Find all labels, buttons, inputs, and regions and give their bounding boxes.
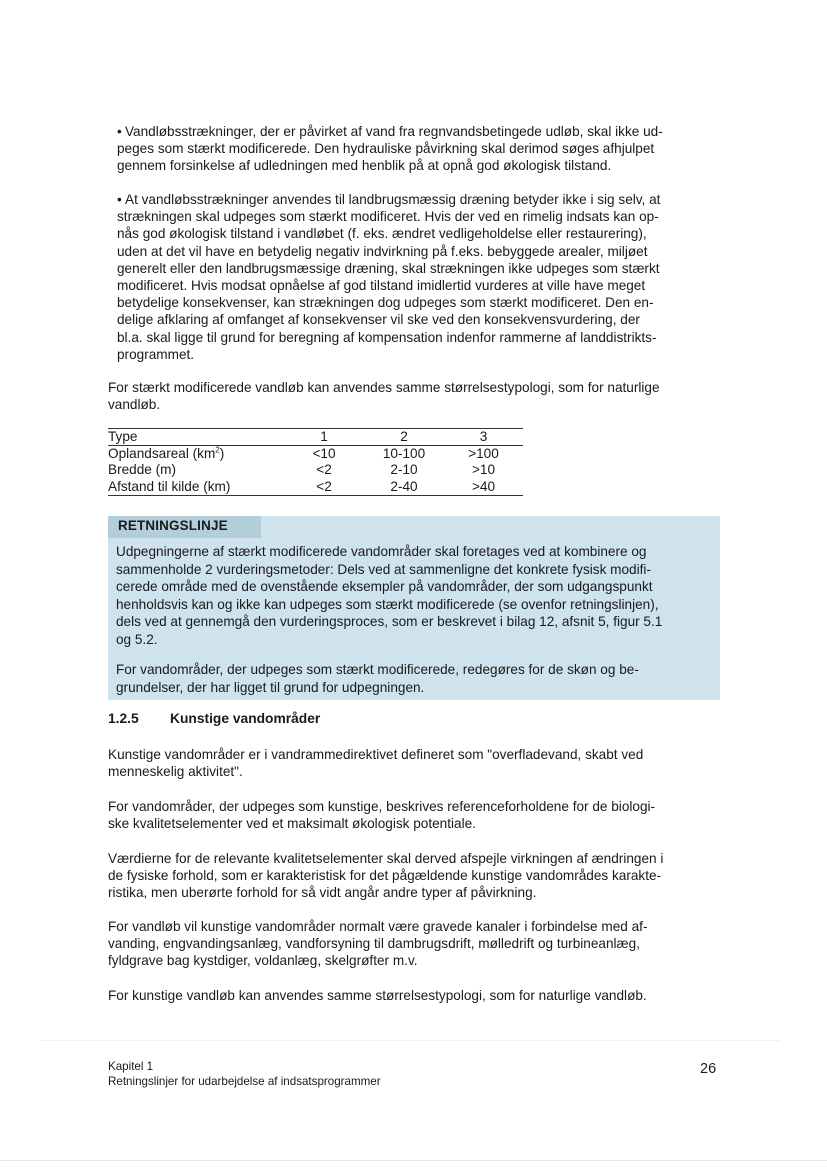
table-row [108,479,523,496]
table-cell: 2-40 [364,479,444,496]
guideline-box [108,516,720,700]
body-paragraph-1: Kunstige vandområder er i vandrammedirektivet defineret som "overfladevand, skabt ved menneskelig aktivitet". [108,747,644,780]
bullet-line: programmet. [117,346,195,362]
section-heading [108,711,320,726]
bullet-line: delige afklaring af omfanget af konsekvenser vil ske ved den konsekvensvurdering, der [117,312,640,328]
guideline-header [108,516,261,538]
section-title: Kunstige vandområder [170,711,321,726]
table-row [108,446,523,463]
bullet-line: modificeret. Hvis modsat opnåelse af god tilstand imidlertid vurderes at ville have meget [117,278,646,294]
table-row [108,462,523,478]
guideline-paragraph-2: For vandområder, der udpeges som stærkt modificerede, redegøres for de skøn og be- grundelser, der har ligget til grund for udpegningen. [116,662,639,695]
table-row-label: Bredde (m) [108,462,176,478]
bullet-dot: • [117,192,122,207]
body-paragraph-4: For vandløb vil kunstige vandområder normalt være gravede kanaler i forbindelse med af- vanding, engvandingsanlæg, vandforsyning til dambrugsdrift, mølledrift og turbineanlæg, fyldgrave bag kystdiger, voldanlæg, skelgrøfter m.v. [108,919,648,969]
table-cell: 2-10 [390,462,418,478]
footer-chapter: Kapitel 1 [108,1060,154,1073]
table-header-cell: 1 [284,429,364,446]
table-header-cell: 3 [444,429,523,446]
table-header-cell: 2 [364,429,444,446]
guideline-title: RETNINGSLINJE [118,518,228,533]
intro-paragraph: For stærkt modificerede vandløb kan anvendes samme størrelsestypologi, som for naturlige vandløb. [108,380,660,413]
bullet-line: Vandløbsstrækninger, der er påvirket af vand fra regnvandsbetingede udløb, skal ikke ud- [125,124,663,139]
table-cell: <2 [284,479,364,496]
footer-subtitle: Retningslinjer for udarbejdelse af indsatsprogrammer [108,1074,381,1088]
table-cell: <2 [316,462,332,478]
bullet-line: generelt eller den landbrugsmæssige dræning, skal strækningen ikke udpeges som stærkt [117,260,660,276]
bullet-item-1 [117,123,717,175]
bullet-line: uden at det vil have en betydelig negativ indvirkning på f.eks. bebyggede arealer, miljøet [117,243,648,259]
bullet-dot: • [117,124,122,139]
bullet-line: strækningen skal udpeges som stærkt modificeret. Hvis der ved en rimelig indsats kan op- [117,209,659,225]
bullet-item-2 [117,191,717,363]
footer-divider [40,1040,780,1041]
page-footer [108,1060,381,1089]
bullet-line: peges som stærkt modificerede. Den hydrauliske påvirkning skal derimod søges afhjulpet [117,141,655,157]
size-typology-table [108,428,523,496]
table-header-cell: Type [108,429,284,446]
bullet-line: At vandløbsstrækninger anvendes til landbrugsmæssig dræning betyder ikke i sig selv, at [125,192,661,207]
guideline-paragraph-1: Udpegningerne af stærkt modificerede vandområder skal foretages ved at kombinere og sammenholde 2 vurderingsmetoder: Dels ved at sammenligne det konkrete fysisk modifi- cerede område med de ovenstående eksempler på vandområder, der som udgangspunkt henholdsvis kan og ikke kan udpeges som stærkt modificerede (se ovenfor retningslinjen), dels ved at gennemgå den vurderingsproces, som er beskrevet i bilag 12, afsnit 5, figur 5.1 og 5.2. [116,544,663,647]
body-paragraph-5: For kunstige vandløb kan anvendes samme størrelsestypologi, som for naturlige vandløb. [108,988,647,1003]
bullet-line: gennem forsinkelse af udledningen med henblik på at opnå god økologisk tilstand. [117,158,612,174]
table-row-label: Oplandsareal $(km^2)$ [108,445,225,462]
body-paragraph-2: For vandområder, der udpeges som kunstige, beskrives referenceforholdene for de biologi- ske kvalitetselementer ved et maksimalt økologisk potentiale. [108,799,656,832]
table-cell: 10-100 [382,446,426,462]
table-header-row [108,429,523,446]
body-paragraph-3: Værdierne for de relevante kvalitetselementer skal derved afspejle virkningen af ændringen i de fysiske forhold, som er karakteristisk for det pågældende kunstige vandområdes karakte- ristika, men uberørte forhold for så vidt angår andre typer af påvirkning. [108,851,664,901]
scan-edge-line [0,1160,827,1161]
bullet-line: betydelige konsekvenser, kan strækningen dog udpeges som stærkt modificeret. Den en- [117,295,654,311]
table-cell: >40 [444,479,523,496]
page-number: 26 [700,1061,717,1077]
table-cell: >100 [468,446,499,462]
section-number: 1.2.5 [108,711,139,726]
bullet-line: nås god økologisk tilstand i vandløbet (f. eks. ændret vedligeholdelse eller restaurering), [117,226,647,242]
bullet-line: bl.a. skal ligge til grund for beregning af kompensation indenfor rammerne af landdistrikts- [117,329,657,345]
table-cell: >10 [471,462,496,478]
table-row-label: Afstand til kilde (km) [108,479,284,496]
table-cell: <10 [312,446,336,462]
